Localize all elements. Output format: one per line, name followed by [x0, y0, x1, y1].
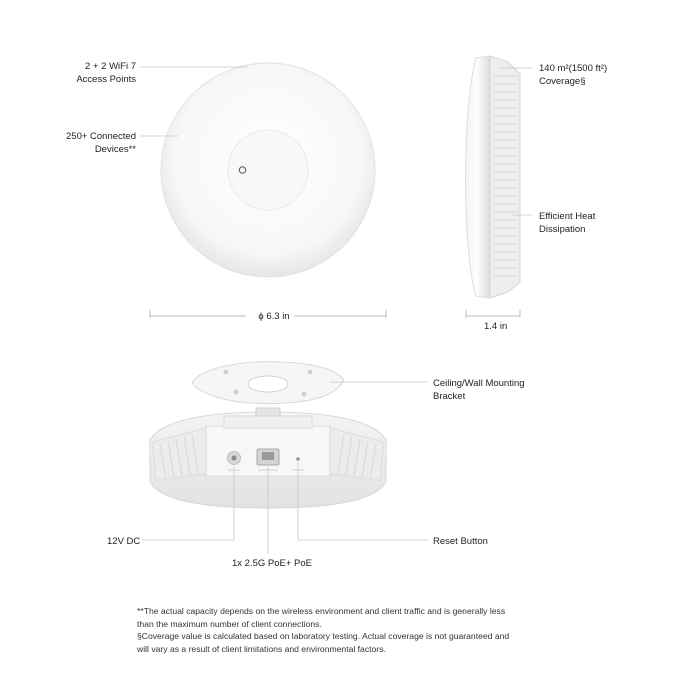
label-line: Efficient Heat	[539, 211, 596, 222]
label-line: Dissipation	[539, 224, 586, 235]
diameter-label: ϕ 6.3 in	[254, 310, 294, 323]
label-line: Access Points	[76, 74, 136, 85]
label-poe-port: 1x 2.5G PoE+ PoE	[232, 558, 313, 569]
footnote-line: §Coverage value is calculated based on laboratory testing. Actual coverage is not guaranteed and	[137, 631, 510, 641]
label-line: Ceiling/Wall Mounting	[433, 378, 525, 389]
label-coverage	[539, 62, 607, 88]
label-line: Devices**	[94, 144, 136, 155]
footnote-line: **The actual capacity depends on the wireless environment and client traffic and is generally less	[137, 606, 506, 616]
label-heat-dissipation	[539, 210, 595, 236]
label-line: 140 m²(1500 ft²)	[539, 63, 608, 74]
label-connected-devices	[40, 130, 136, 156]
label-reset-button: Reset Button	[433, 536, 488, 547]
label-line: Bracket	[433, 391, 466, 402]
footnotes	[137, 605, 557, 655]
label-line: 2 + 2 WiFi 7	[85, 61, 136, 72]
label-wifi7-access-points	[40, 60, 136, 86]
label-mounting-bracket	[433, 377, 525, 403]
dimension-lines	[150, 310, 520, 318]
reset-hole-icon	[296, 457, 300, 461]
height-label: 1.4 in	[484, 321, 508, 332]
label-12v-dc: 12V DC	[107, 536, 141, 547]
mounting-bracket	[192, 362, 344, 404]
label-line: Coverage§	[539, 76, 586, 87]
access-point-side-view	[466, 56, 521, 298]
label-line: 250+ Connected	[66, 131, 136, 142]
footnote-line: will vary as a result of client limitations and environmental factors.	[137, 643, 386, 654]
access-point-top-view	[161, 63, 375, 277]
footnote-line: than the maximum number of client connections.	[137, 618, 322, 629]
